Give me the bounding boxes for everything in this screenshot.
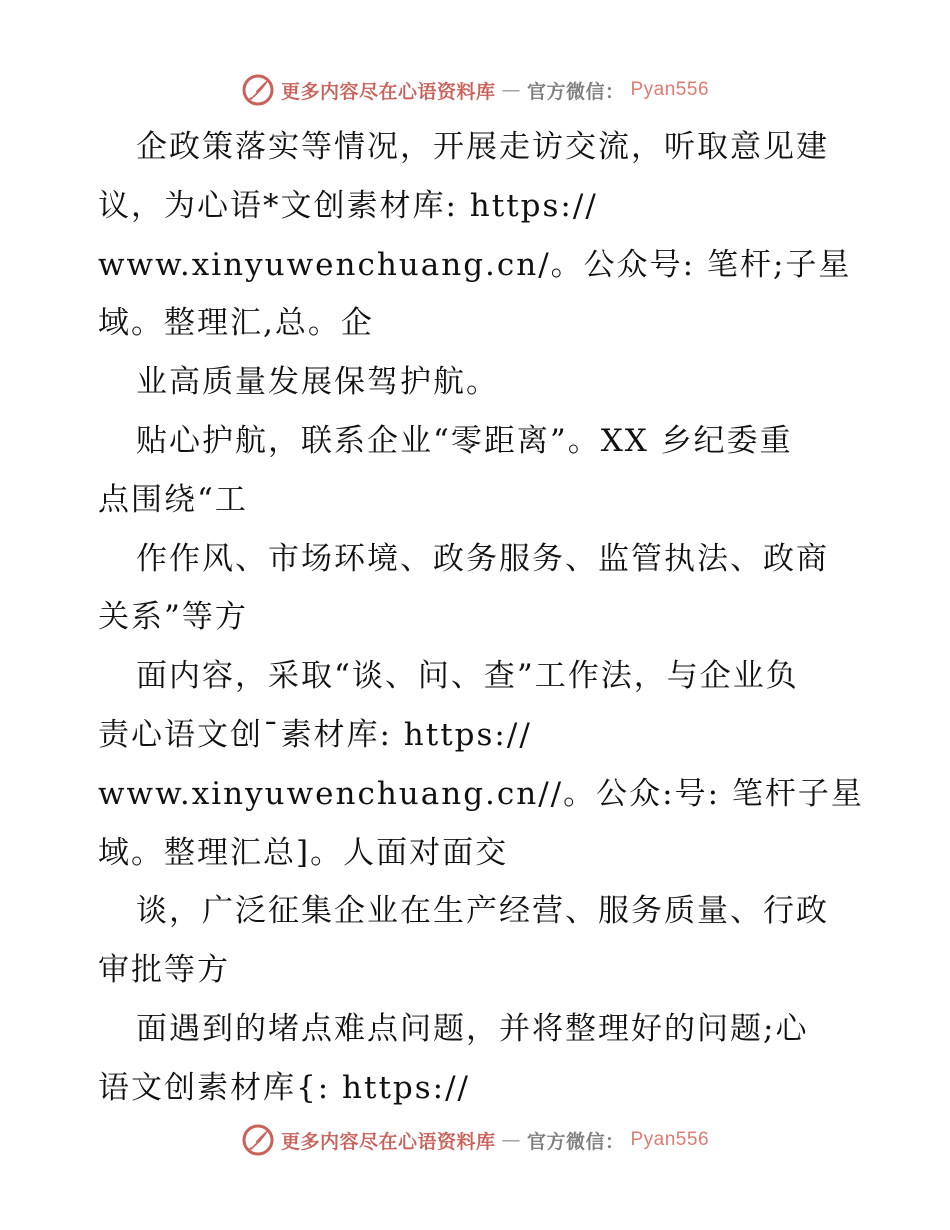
watermark-separator: — <box>501 1129 521 1151</box>
text-line: 作作风、市场环境、政务服务、监管执法、政商 <box>136 540 829 577</box>
text-line: 点围绕“工 <box>98 481 248 518</box>
text-line: 面内容，采取“谈、问、查”工作法，与企业负 <box>136 658 799 695</box>
text-line: 谈，广泛征集企业在生产经营、服务质量、行政 <box>136 893 829 930</box>
text-line: www.xinyuwenchuang.cn//。公众:号: 笔杆子星 <box>98 775 864 812</box>
text-line: 企政策落实等情况，开展走访交流，听取意见建 <box>136 129 829 165</box>
text-line: 议，为心语*文创素材库: https:// <box>98 187 598 224</box>
text-line: 责心语文创¯素材库: https:// <box>98 716 532 753</box>
text-line: 审批等方 <box>98 952 230 989</box>
document-body <box>98 118 868 1118</box>
text-line: 面遇到的堵点难点问题，并将整理好的问题;心 <box>136 1010 809 1047</box>
watermark-official-label: 官方微信： <box>526 80 625 103</box>
watermark-official-label: 官方微信： <box>526 1130 625 1153</box>
watermark-footer <box>0 1120 950 1160</box>
text-line: 贴心护航，联系企业“零距离”。XX 乡纪委重 <box>136 422 793 459</box>
text-line: 域。整理汇,总。企 <box>98 305 374 342</box>
quill-logo-icon <box>241 1123 275 1157</box>
watermark-separator: — <box>501 79 521 101</box>
text-line: 语文创素材库{: https:// <box>98 1069 470 1106</box>
quill-logo-icon <box>241 73 275 107</box>
watermark-header <box>0 70 950 110</box>
watermark-wechat-id: Pyan556 <box>630 1129 710 1150</box>
watermark-brand: 更多内容尽在心语资料库 <box>280 80 496 103</box>
text-line: 关系”等方 <box>98 599 248 636</box>
watermark-wechat-id: Pyan556 <box>630 79 710 100</box>
text-line: www.xinyuwenchuang.cn/。公众号: 笔杆;子星 <box>98 246 852 283</box>
watermark-brand: 更多内容尽在心语资料库 <box>280 1130 496 1153</box>
text-line: 业高质量发展保驾护航。 <box>136 364 499 401</box>
text-line: 域。整理汇总]。人面对面交 <box>98 834 509 871</box>
